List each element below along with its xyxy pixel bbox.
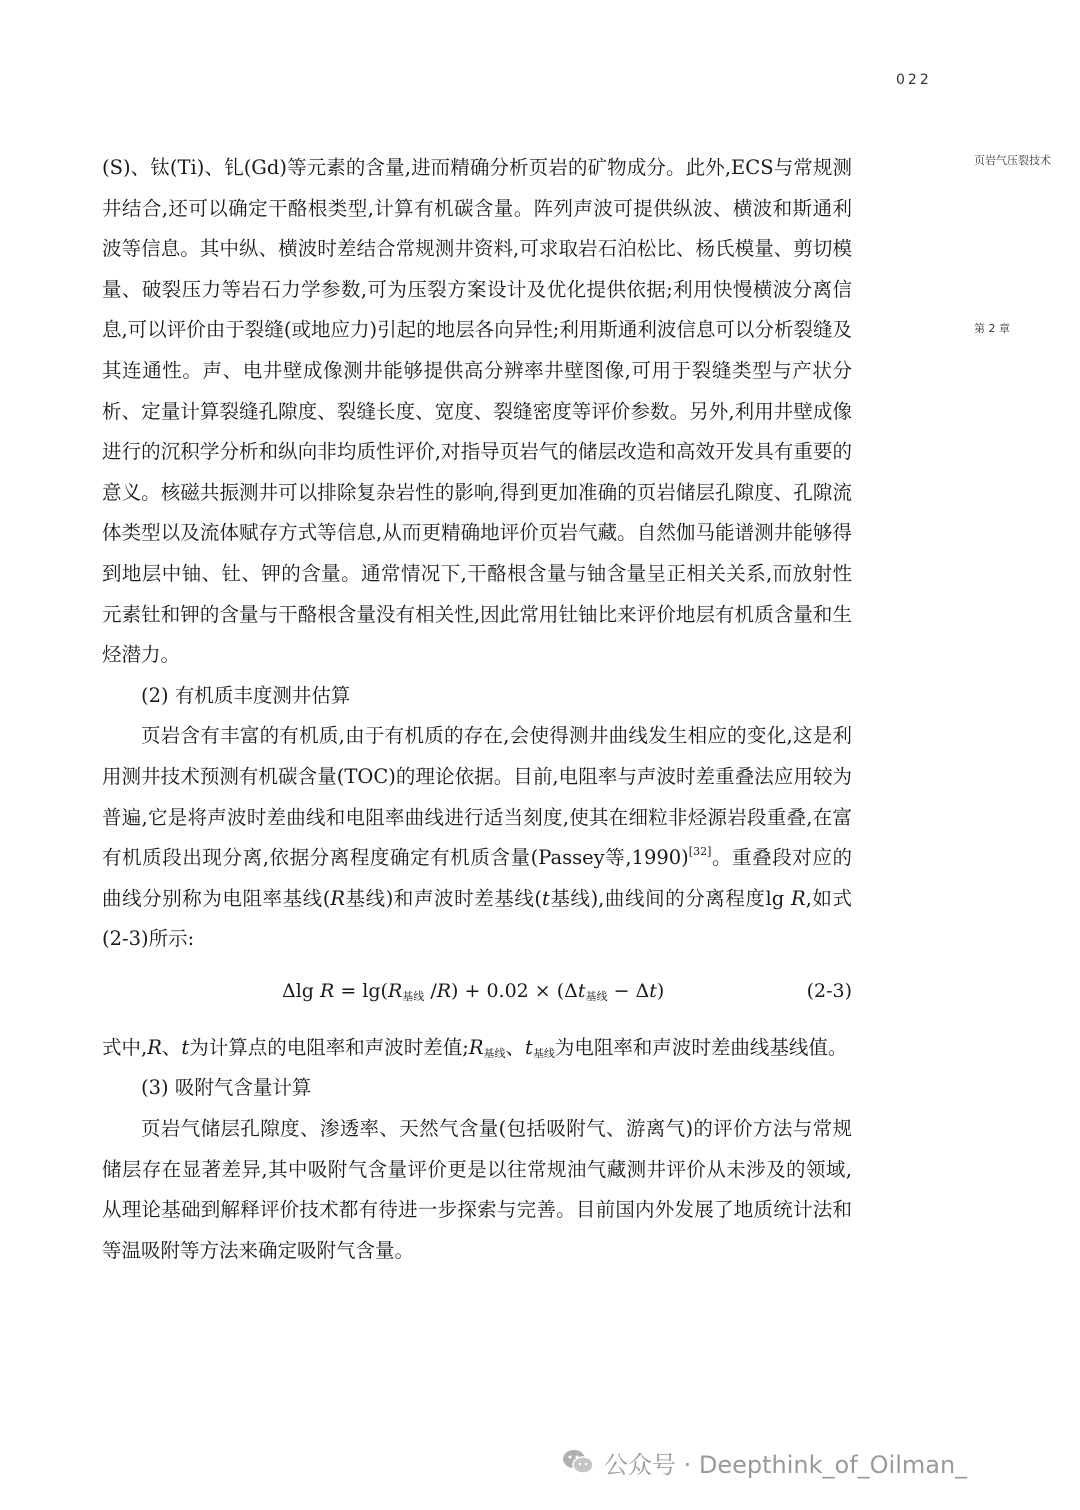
- p2-text-e: ,如式(2-3)所示:: [102, 886, 852, 951]
- watermark: [562, 1444, 967, 1480]
- where-text: 、: [161, 1035, 182, 1059]
- where-subscript: 基线: [532, 1046, 555, 1060]
- eq-subscript: 基线: [402, 989, 425, 1003]
- section-heading-2: (2) 有机质丰度测井估算: [141, 683, 351, 707]
- citation-ref: [32]: [688, 845, 712, 859]
- watermark-text: 公众号 · Deepthink_of_Oilman_: [604, 1450, 968, 1479]
- p2-var-r: R: [330, 886, 346, 910]
- eq-var: t: [577, 979, 586, 1002]
- eq-var: R: [320, 979, 335, 1002]
- p2-text-a: 页岩含有丰富的有机质,由于有机质的存在,会使得测井曲线发生相应的变化,这是利用测井技术预测有机碳含量(TOC)的理论依据。目前,电阻率与声波时差重叠法应用较为普遍,它是将声波时差曲线和电阻率曲线进行适当刻度,使其在细粒非烃源岩段重叠,在富有机质段出现分离,依据分离程度确定有机质含量(Passey等,1990): [102, 724, 852, 870]
- equation: [282, 976, 664, 1006]
- side-book-title: 页岩气压裂技术: [974, 154, 1051, 167]
- p2-var-t: t: [542, 886, 550, 910]
- eq-var: R: [387, 979, 403, 1002]
- where-text: 、: [505, 1035, 526, 1059]
- equation-row: [102, 962, 852, 1026]
- paragraph-2: [102, 716, 852, 960]
- equation-number: (2-3): [806, 979, 852, 1002]
- where-var: R: [147, 1035, 162, 1059]
- paragraph-1: (S)、钛(Ti)、钆(Gd)等元素的含量,进而精确分析页岩的矿物成分。此外,ECS与常规测井结合,还可以确定干酪根类型,计算有机碳含量。阵列声波可提供纵波、横波和斯通利波等信息。其中纵、横波时差结合常规测井资料,可求取岩石泊松比、杨氏模量、剪切模量、破裂压力等岩石力学参数,可为压裂方案设计及优化提供依据;利用快慢横波分离信息,可以评价由于裂缝(或地应力)引起的地层各向异性;利用斯通利波信息可以分析裂缝及其连通性。声、电井壁成像测井能够提供高分辨率井壁图像,可用于裂缝类型与产状分析、定量计算裂缝孔隙度、裂缝长度、宽度、裂缝密度等评价参数。另外,利用井壁成像进行的沉积学分析和纵向非均质性评价,对指导页岩气的储层改造和高效开发具有重要的意义。核磁共振测井可以排除复杂岩性的影响,得到更加准确的页岩储层孔隙度、孔隙流体类型以及流体赋存方式等信息,从而更精确地评价页岩气藏。自然伽马能谱测井能够得到地层中铀、钍、钾的含量。通常情况下,干酪根含量与铀含量呈正相关关系,而放射性元素钍和钾的含量与干酪根含量没有相关性,因此常用钍铀比来评价地层有机质含量和生烃潜力。: [102, 156, 852, 667]
- p2-text-c: 基线)和声波时差基线(: [345, 886, 543, 910]
- where-text: 为电阻率和声波时差曲线基线值。: [554, 1035, 848, 1059]
- where-var: t: [181, 1035, 190, 1059]
- p2-text-b: 。重叠段对应的曲线分别称为电阻率基线(: [102, 846, 852, 910]
- p2-text-d: 基线),曲线间的分离程度lg: [549, 886, 791, 910]
- wechat-icon: [562, 1448, 594, 1476]
- main-text: [102, 148, 852, 1271]
- eq-var: R: [436, 979, 452, 1002]
- eq-part: = lg(: [334, 979, 388, 1002]
- section-heading-3: (3) 吸附气含量计算: [141, 1076, 312, 1100]
- p2-var-r2: R: [790, 886, 806, 910]
- equation-explanation: [102, 1028, 852, 1069]
- eq-part: − Δ: [607, 979, 650, 1002]
- side-chapter-label: 第 2 章: [974, 322, 1010, 335]
- eq-part: ) + 0.02 × (Δ: [451, 979, 578, 1002]
- where-var: R: [468, 1035, 484, 1059]
- where-text: 为计算点的电阻率和声波时差值;: [189, 1035, 469, 1059]
- where-var: t: [525, 1035, 533, 1059]
- eq-part: Δlg: [282, 979, 320, 1002]
- eq-part: /: [424, 979, 437, 1002]
- eq-var: t: [649, 979, 657, 1002]
- where-text: 式中,: [102, 1035, 148, 1059]
- where-subscript: 基线: [483, 1046, 506, 1060]
- eq-subscript: 基线: [585, 989, 608, 1003]
- eq-part: ): [656, 979, 665, 1002]
- paragraph-3: 页岩气储层孔隙度、渗透率、天然气含量(包括吸附气、游离气)的评价方法与常规储层存在显著差异,其中吸附气含量评价更是以往常规油气藏测井评价从未涉及的领域,从理论基础到解释评价技术都有待进一步探索与完善。目前国内外发展了地质统计法和等温吸附等方法来确定吸附气含量。: [102, 1117, 852, 1262]
- page-number: 022: [896, 72, 932, 88]
